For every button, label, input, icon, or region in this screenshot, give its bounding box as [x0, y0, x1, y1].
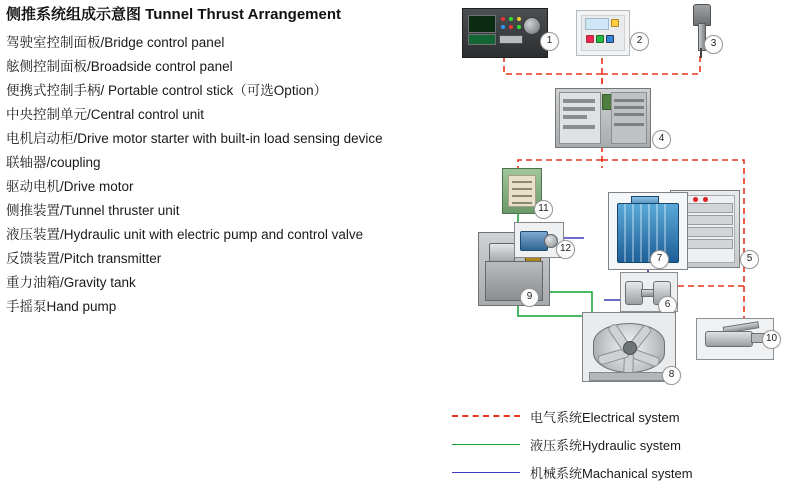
callout-10: 10	[762, 330, 781, 349]
callout-11: 11	[534, 200, 553, 219]
node-hand-pump[interactable]	[696, 318, 772, 358]
list-item: 中央控制单元/Central control unit	[6, 107, 205, 122]
key-label-mechanical: 机械系统Machanical system	[530, 465, 693, 481]
node-central-control-unit[interactable]	[555, 88, 649, 146]
wire-1-4	[504, 56, 602, 88]
broadside-control-panel-art	[576, 10, 630, 56]
mechanical-line-swatch	[452, 472, 520, 473]
wire-3-4	[602, 56, 700, 74]
callout-7: 7	[650, 250, 669, 269]
central-control-unit-art	[555, 88, 651, 148]
drive-motor-art	[608, 192, 688, 270]
list-item: 驱动电机/Drive motor	[6, 179, 134, 194]
hydraulic-line-swatch	[452, 444, 520, 445]
list-item: 联轴器/coupling	[6, 155, 101, 170]
list-item: 液压装置/Hydraulic unit with electric pump and control valve	[6, 227, 364, 242]
system-key	[452, 402, 782, 486]
node-drive-motor[interactable]	[608, 192, 686, 268]
list-item: 电机启动柜/Drive motor starter with built-in load sensing device	[6, 131, 383, 146]
node-bridge-control-panel[interactable]	[462, 8, 546, 56]
arrangement-diagram	[452, 0, 788, 400]
callout-12: 12	[556, 240, 575, 259]
list-item: 舷侧控制面板/Broadside control panel	[6, 59, 233, 74]
key-row-electrical	[452, 402, 782, 430]
callout-6: 6	[658, 296, 677, 315]
component-list	[6, 6, 456, 319]
list-item: 手摇泵Hand pump	[6, 299, 117, 314]
callout-2: 2	[630, 32, 649, 51]
callout-9: 9	[520, 288, 539, 307]
list-item: 驾驶室控制面板/Bridge control panel	[6, 35, 225, 50]
list-item: 便携式控制手柄/ Portable control stick（可选Option）	[6, 83, 328, 98]
key-label-electrical: 电气系统Electrical system	[530, 409, 680, 425]
list-item: 反馈装置/Pitch transmitter	[6, 251, 162, 266]
callout-1: 1	[540, 32, 559, 51]
key-row-mechanical	[452, 458, 782, 486]
key-label-hydraulic: 液压系统Hydraulic system	[530, 437, 681, 453]
electrical-line-swatch	[452, 415, 520, 417]
callout-3: 3	[704, 35, 723, 54]
node-tunnel-thruster-unit[interactable]	[582, 312, 674, 380]
callout-4: 4	[652, 130, 671, 149]
list-item: 侧推装置/Tunnel thruster unit	[6, 203, 180, 218]
key-row-hydraulic	[452, 430, 782, 458]
bridge-control-panel-art	[462, 8, 548, 58]
callout-8: 8	[662, 366, 681, 385]
node-broadside-control-panel[interactable]	[576, 10, 628, 54]
node-pitch-transmitter[interactable]	[514, 222, 562, 256]
page-title: 侧推系统组成示意图 Tunnel Thrust Arrangement	[6, 6, 342, 23]
callout-5: 5	[740, 250, 759, 269]
list-item: 重力油箱/Gravity tank	[6, 275, 136, 290]
